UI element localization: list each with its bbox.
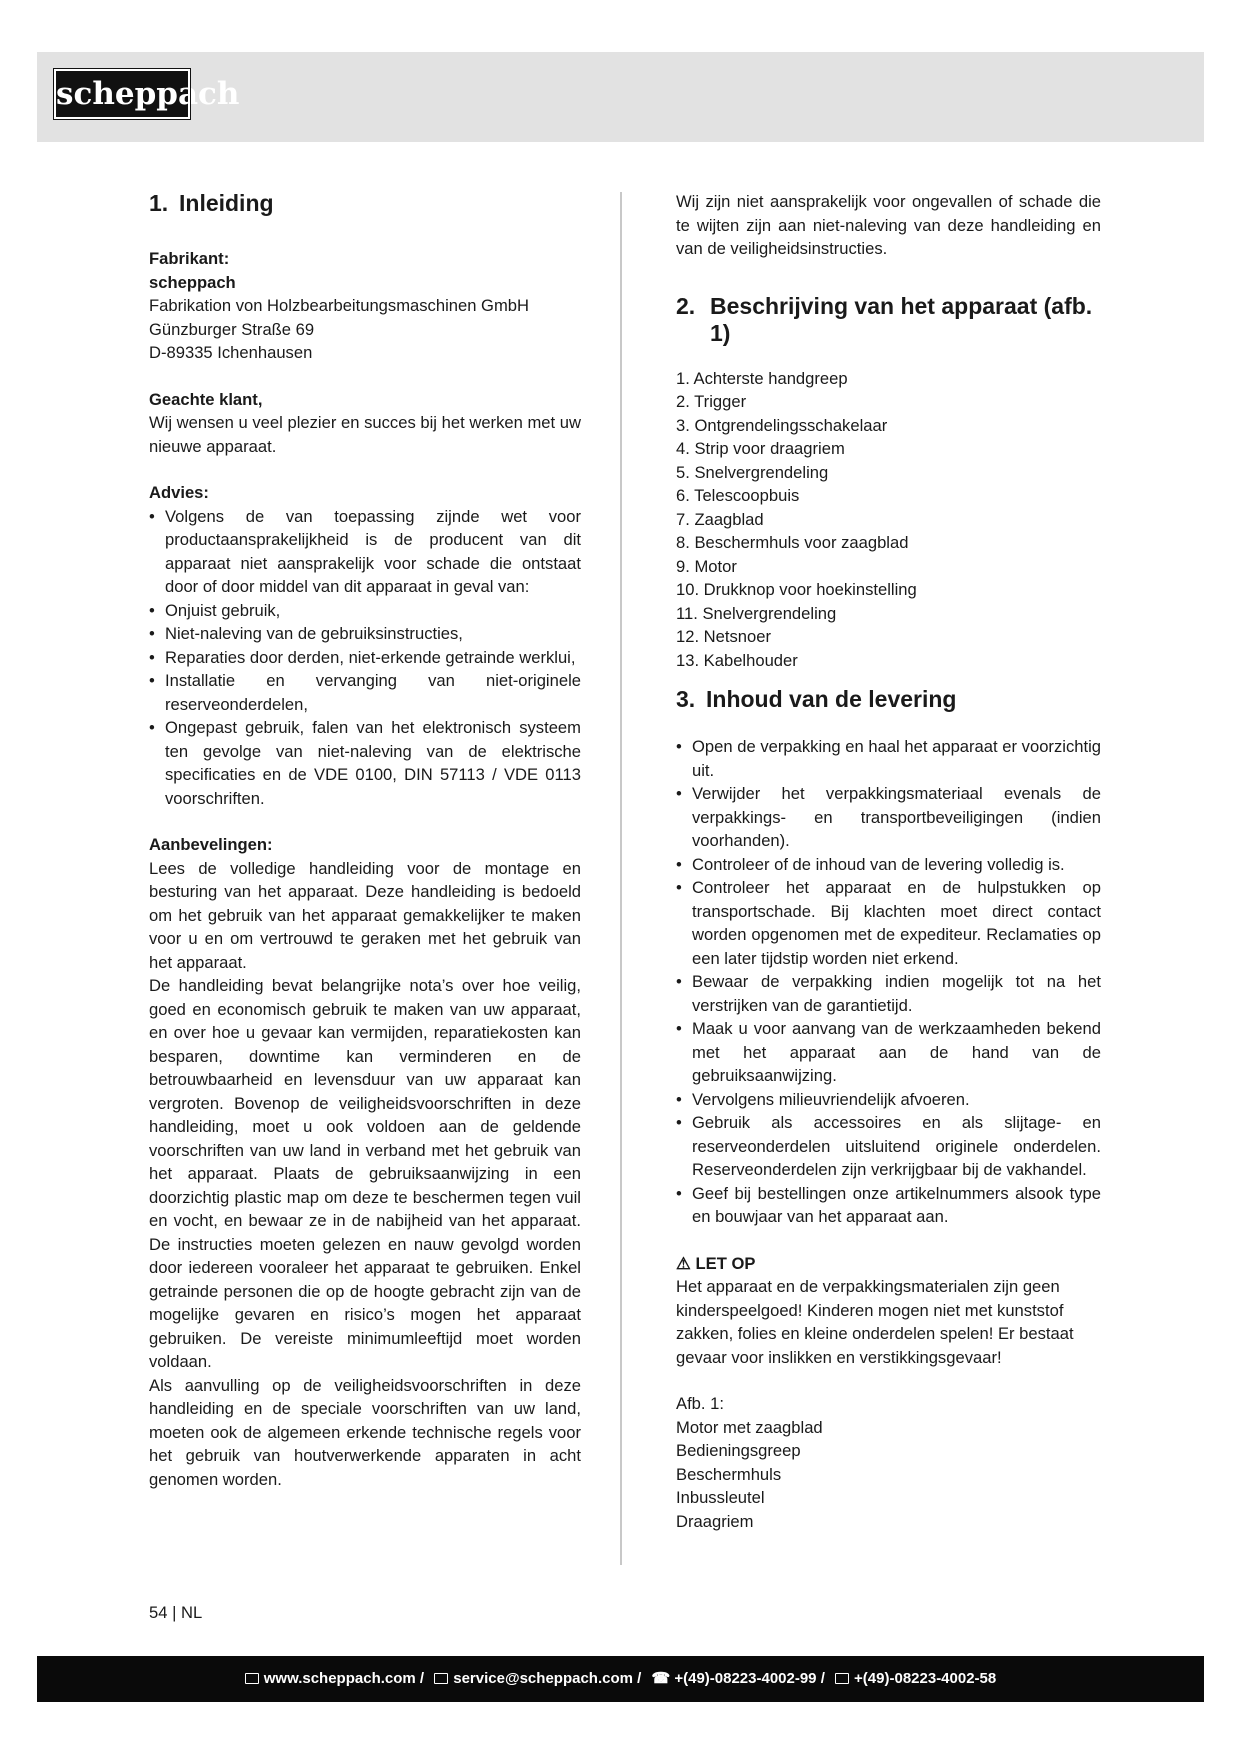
figure-item: Motor met zaagblad: [676, 1417, 823, 1437]
recommend-paragraph: Lees de volledige handleiding voor de montage en besturing van het apparaat. Deze handleiding is bedoeld om het gebruik van het apparaat gemakkelijker te maken voor u en om vertrouwd te geraken met het gebruik van het apparaat.: [149, 858, 581, 972]
section-1-heading: [149, 190, 581, 217]
header-band: [37, 52, 1204, 142]
list-item: 3. Ontgrendelingsschakelaar: [676, 415, 888, 435]
figure-label: Afb. 1:: [676, 1394, 724, 1413]
figure-item: Bedieningsgreep: [676, 1441, 801, 1460]
list-item: • Installatie en vervanging van niet-originele reserveonderdelen,: [149, 669, 581, 716]
list-item: • Verwijder het verpakkingsmateriaal evenals de verpakkings- en transportbeveiligingen (indien voorhanden).: [676, 782, 1101, 853]
recommend-paragraph: De handleiding bevat belangrijke nota’s over hoe veilig, goed en economisch gebruik te maken van uw apparaat, en over hoe u gevaar kan vermijden, reparatiekosten kan besparen, downtime kan verminderen en de betrouwbaarheid en levensduur van uw apparaat kan vergroten. Bovenop de veiligheidsvoorschriften in deze handleiding, moet u ook voldoen aan de geldende voorschriften van uw land in verband met het gebruik van het apparaat. Plaats de gebruiksaanwijzing in een doorzichtig plastic map om deze te beschermen tegen vuil en vocht, en bewaar ze in de nabijheid van het apparaat. De instructies moeten gelezen en nauw gevolgd worden door iedereen vooraleer het apparaat te gebruiken. Enkel getrainde personen die op de hoogte gebracht zijn van de mogelijke gevaren en risico’s mogen het apparaat gebruiken. De vereiste minimumleeftijd moet worden voldaan.: [149, 976, 581, 1371]
page-number: 54 | NL: [149, 1603, 203, 1622]
section-3-number: 3.: [676, 686, 696, 712]
list-item: • Geef bij bestellingen onze artikelnummers alsook type en bouwjaar van het apparaat aan.: [676, 1182, 1101, 1229]
parts-list: [676, 367, 1101, 673]
list-item: 11. Snelvergrendeling: [676, 603, 837, 623]
section-1-number: 1.: [149, 190, 169, 216]
computer-icon: [245, 1673, 259, 1684]
liability-text: Wij zijn niet aansprakelijk voor ongevallen of schade die te wijten zijn aan niet-naleving van deze handleiding en van de veiligheidsinstructies.: [676, 192, 1101, 258]
figure-item: Beschermhuls: [676, 1464, 782, 1484]
column-divider: [620, 192, 622, 1565]
scheppach-logo: scheppach: [54, 69, 190, 119]
section-2-number: 2.: [676, 292, 696, 319]
warning-label: LET OP: [695, 1253, 756, 1273]
list-item: • Reparaties door derden, niet-erkende getrainde werklui,: [149, 646, 581, 670]
list-item: 1. Achterste handgreep: [676, 368, 848, 388]
footer-email[interactable]: service@scheppach.com /: [453, 1670, 642, 1687]
fax-icon: [835, 1673, 849, 1684]
advice-list: [149, 505, 581, 811]
list-item: • Open de verpakking en haal het apparaat er voorzichtig uit.: [676, 735, 1101, 782]
list-item: 10. Drukknop voor hoekinstelling: [676, 580, 917, 599]
list-item: • Vervolgens milieuvriendelijk afvoeren.: [676, 1088, 1101, 1112]
list-item: 5. Snelvergrendeling: [676, 462, 829, 482]
mail-icon: [434, 1673, 448, 1684]
list-item: 2. Trigger: [676, 392, 747, 411]
recommend-paragraph: Als aanvulling op de veiligheidsvoorschriften in deze handleiding en de speciale voorschriften van uw land, moeten ook de algemeen erkende technische regels voor het gebruik van houtverwerkende apparaten in acht genomen worden.: [149, 1375, 581, 1489]
list-item: 12. Netsnoer: [676, 627, 772, 646]
warning-icon: ⚠: [676, 1253, 691, 1273]
section-1-title: Inleiding: [179, 190, 274, 216]
manufacturer-line: D-89335 Ichenhausen: [149, 343, 313, 362]
recommend-label: Aanbevelingen:: [149, 835, 273, 854]
list-item: • Niet-naleving van de gebruiksinstructies,: [149, 622, 581, 646]
advice-label: Advies:: [149, 483, 209, 502]
list-item: • Ongepast gebruik, falen van het elektronisch systeem ten gevolge van niet-naleving van de elektrische specificaties en de VDE 0100, DIN 57113 / VDE 0113 voorschriften.: [149, 716, 581, 810]
list-item: 6. Telescoopbuis: [676, 486, 800, 505]
list-item: • Maak u voor aanvang van de werkzaamheden bekend met het apparaat aan de hand van de gebruiksaanwijzing.: [676, 1017, 1101, 1088]
list-item: 9. Motor: [676, 556, 737, 576]
section-3-heading: [676, 686, 1101, 713]
delivery-list: [676, 735, 1101, 1229]
right-column: [676, 190, 1101, 1533]
list-item: 4. Strip voor draagriem: [676, 439, 845, 458]
footer-website[interactable]: www.scheppach.com /: [263, 1670, 425, 1687]
customer-label: Geachte klant,: [149, 389, 263, 409]
list-item: • Bewaar de verpakking indien mogelijk tot na het verstrijken van de garantietijd.: [676, 970, 1101, 1017]
list-item: 7. Zaagblad: [676, 509, 764, 529]
section-3-title: Inhoud van de levering: [706, 686, 957, 712]
customer-text: Wij wensen u veel plezier en succes bij het werken met uw nieuwe apparaat.: [149, 413, 581, 456]
footer-phone: +(49)-08223-4002-99 /: [674, 1670, 825, 1687]
list-item: • Controleer het apparaat en de hulpstukken op transportschade. Bij klachten moet direct contact worden opgenomen met de expediteur. Reclamaties op een later tijdstip worden niet erkend.: [676, 876, 1101, 970]
footer-band: [37, 1656, 1204, 1702]
figure-item: Inbussleutel: [676, 1488, 765, 1507]
list-item: • Onjuist gebruik,: [149, 599, 581, 623]
section-2-heading: [676, 293, 1101, 347]
warning-text: Het apparaat en de verpakkingsmaterialen zijn geen kinderspeelgoed! Kinderen mogen niet met kunststof zakken, folies en kleine onderdelen spelen! Er bestaat gevaar voor inslikken en verstikkingsgevaar!: [676, 1277, 1074, 1367]
phone-icon: ☎: [651, 1670, 671, 1687]
list-item: 13. Kabelhouder: [676, 650, 798, 670]
manufacturer-name: scheppach: [149, 272, 236, 292]
figure-item: Draagriem: [676, 1511, 754, 1531]
section-2-title: Beschrijving van het apparaat (afb. 1): [710, 292, 1093, 346]
list-item: • Volgens de van toepassing zijnde wet voor productaansprakelijkheid is de producent van dit apparaat niet aansprakelijk voor schade die ontstaat door of door middel van dit apparaat in geval van:: [149, 505, 581, 599]
footer-fax: +(49)-08223-4002-58: [854, 1670, 997, 1687]
manufacturer-line: Fabrikation von Holzbearbeitungsmaschinen GmbH: [149, 296, 530, 315]
manufacturer-label: Fabrikant:: [149, 249, 230, 268]
list-item: • Gebruik als accessoires en als slijtage- en reserveonderdelen uitsluitend originele onderdelen. Reserveonderdelen zijn verkrijgbaar bij de vakhandel.: [676, 1111, 1101, 1182]
list-item: 8. Beschermhuls voor zaagblad: [676, 533, 909, 552]
manufacturer-line: Günzburger Straße 69: [149, 319, 315, 339]
left-column: [149, 190, 581, 1491]
list-item: • Controleer of de inhoud van de levering volledig is.: [676, 853, 1101, 877]
warning-heading: [676, 1252, 1101, 1276]
